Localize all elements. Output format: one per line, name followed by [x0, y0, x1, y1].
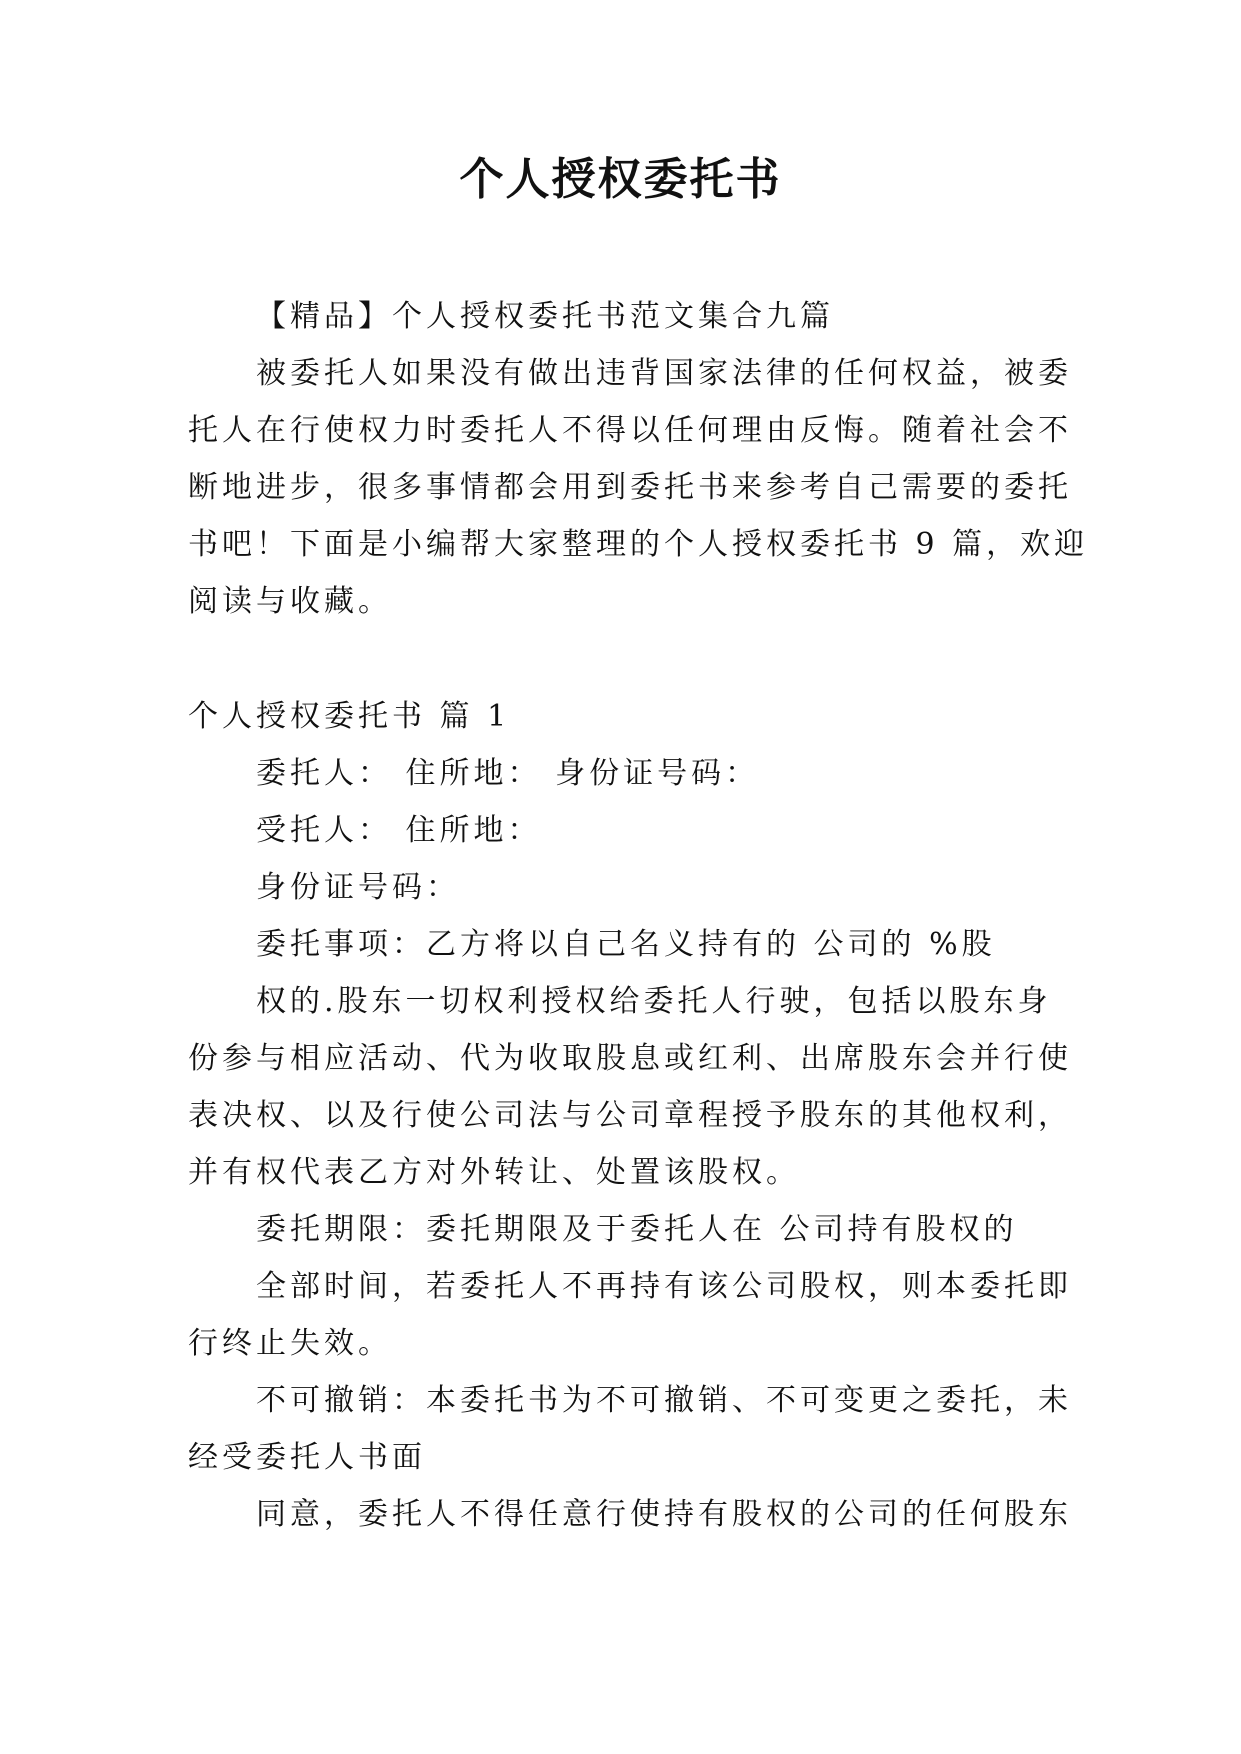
intro-line: 断地进步，很多事情都会用到委托书来参考自己需要的委托	[188, 470, 1072, 505]
body-line: 不可撤销：本委托书为不可撤销、不可变更之委托，未	[256, 1383, 1072, 1418]
section-heading: 个人授权委托书 篇 1	[188, 699, 511, 734]
intro-line: 被委托人如果没有做出违背国家法律的任何权益，被委	[256, 356, 1072, 391]
intro-line: 阅读与收藏。	[188, 584, 392, 619]
body-line: 份参与相应活动、代为收取股息或红利、出席股东会并行使	[188, 1041, 1072, 1076]
body-line: 同意，委托人不得任意行使持有股权的公司的任何股东	[256, 1497, 1072, 1532]
body-line: 受托人： 住所地：	[256, 813, 542, 848]
body-line: 行终止失效。	[188, 1326, 392, 1361]
document-body	[188, 288, 1089, 1543]
intro-line: 【精品】个人授权委托书范文集合九篇	[256, 299, 834, 334]
body-line: 并有权代表乙方对外转让、处置该股权。	[188, 1155, 800, 1190]
body-line: 全部时间，若委托人不再持有该公司股权，则本委托即	[256, 1269, 1072, 1304]
body-line: 委托事项：乙方将以自己名义持有的 公司的 %股	[256, 927, 996, 962]
intro-line: 书吧！下面是小编帮大家整理的个人授权委托书 9 篇，欢迎	[188, 527, 1089, 562]
body-line: 权的.股东一切权利授权给委托人行驶，包括以股东身	[256, 984, 1052, 1019]
paragraph-gap	[188, 630, 1068, 688]
document-title: 个人授权委托书	[459, 154, 782, 205]
body-line: 表决权、以及行使公司法与公司章程授予股东的其他权利，	[188, 1098, 1072, 1133]
body-line: 身份证号码：	[256, 870, 460, 905]
body-line: 委托人： 住所地： 身份证号码：	[256, 756, 760, 791]
body-line: 经受委托人书面	[188, 1440, 426, 1475]
intro-line: 托人在行使权力时委托人不得以任何理由反悔。随着社会不	[188, 413, 1072, 448]
body-line: 委托期限：委托期限及于委托人在 公司持有股权的	[256, 1212, 1018, 1247]
